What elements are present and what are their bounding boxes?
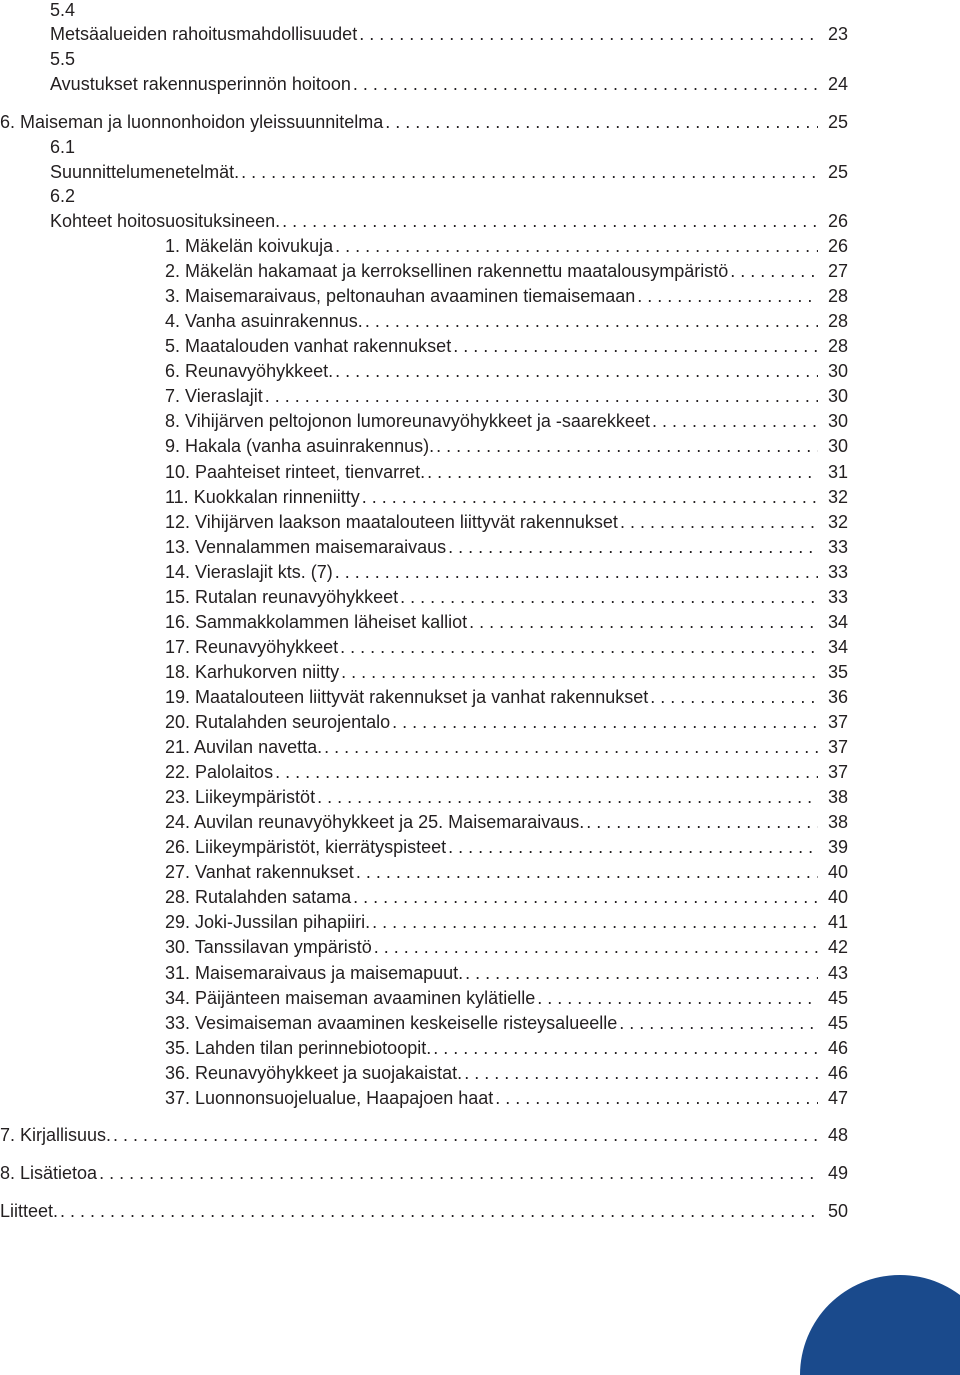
toc-entry-page: 30 <box>827 386 848 407</box>
dot-leader <box>650 685 818 709</box>
toc-item-entry[interactable] <box>165 986 848 1010</box>
toc-item-entry[interactable] <box>165 760 848 784</box>
dot-leader <box>637 284 818 308</box>
toc-entry-label: 16. Sammakkolammen läheiset kalliot <box>165 611 468 632</box>
toc-section-number: 6.1 <box>50 137 76 157</box>
toc-section-number: 5.5 <box>50 49 76 69</box>
toc-entry-page: 30 <box>827 436 848 457</box>
toc-entry-label: 29. Joki-Jussilan pihapiiri. <box>165 912 371 933</box>
toc-entry[interactable] <box>50 22 848 46</box>
toc-entry-page: 35 <box>827 661 848 682</box>
toc-entry-label: 22. Palolaitos <box>165 762 274 783</box>
dot-leader <box>400 585 818 609</box>
toc-entry-label: Suunnittelumenetelmät. <box>50 162 240 182</box>
toc-item-entry[interactable] <box>165 610 848 634</box>
toc-entry-page: 37 <box>827 762 848 783</box>
toc-item-entry[interactable] <box>165 1011 848 1035</box>
dot-leader <box>537 986 818 1010</box>
toc-entry-label: 19. Maatalouteen liittyvät rakennukset ja vanhat rakennukset <box>165 686 649 707</box>
dot-leader <box>372 910 818 934</box>
toc-item-entry[interactable] <box>165 284 848 308</box>
toc-entry-page: 47 <box>827 1087 848 1108</box>
dot-leader <box>241 160 818 184</box>
dot-leader <box>359 22 818 46</box>
dot-leader <box>275 760 818 784</box>
toc-entry-label: 6. Maiseman ja luonnonhoidon yleissuunnitelma <box>0 112 384 132</box>
toc-entry-page: 38 <box>827 812 848 833</box>
toc-entry-page: 45 <box>827 1012 848 1033</box>
toc-item-entry[interactable] <box>165 1086 848 1110</box>
dot-leader <box>448 535 818 559</box>
toc-entry-page: 39 <box>827 837 848 858</box>
toc-entry-label: 36. Reunavyöhykkeet ja suojakaistat. <box>165 1062 463 1083</box>
toc-entry-label: 5. Maatalouden vanhat rakennukset <box>165 336 452 357</box>
toc-entry-page: 30 <box>827 361 848 382</box>
toc-entry-page: 36 <box>827 686 848 707</box>
dot-leader <box>619 1011 818 1035</box>
toc-item-entry[interactable] <box>165 535 848 559</box>
toc-entry-label: 21. Auvilan navetta. <box>165 737 323 757</box>
dot-leader <box>495 1086 818 1110</box>
toc-item-entry[interactable] <box>165 961 848 985</box>
toc-entry-page: 40 <box>827 862 848 883</box>
toc-entry-page: 50 <box>827 1201 848 1221</box>
toc-entry-label: 7. Kirjallisuus. <box>0 1125 112 1145</box>
toc-entry-page: 33 <box>827 536 848 557</box>
toc-entry-page: 26 <box>827 236 848 256</box>
dot-leader <box>362 485 818 509</box>
toc-item-entry[interactable] <box>165 1036 848 1060</box>
toc-item-entry[interactable] <box>165 309 848 333</box>
toc-entry-label: 26. Liikeympäristöt, kierrätyspisteet <box>165 837 447 858</box>
dot-leader <box>427 460 818 484</box>
toc-entry-label: 17. Reunavyöhykkeet <box>165 636 339 657</box>
toc-entry-page: 30 <box>827 411 848 432</box>
dot-leader <box>353 72 818 96</box>
toc-entry-page: 46 <box>827 1062 848 1083</box>
toc-entry-label: 18. Karhukorven niitty <box>165 661 340 682</box>
dot-leader <box>464 1061 818 1085</box>
toc-entry-label: 4. Vanha asuinrakennus. <box>165 311 363 332</box>
toc-entry-label: 35. Lahden tilan perinnebiotoopit. <box>165 1037 432 1058</box>
toc-chapter-entry[interactable] <box>0 1199 848 1223</box>
toc-entry-page: 41 <box>827 912 848 933</box>
toc-entry-label: 10. Paahteiset rinteet, tienvarret. <box>165 461 426 482</box>
toc-item-entry[interactable] <box>165 384 848 408</box>
dot-leader <box>436 434 818 458</box>
dot-leader <box>265 384 818 408</box>
toc-entry-page: 28 <box>827 336 848 357</box>
dot-leader <box>340 635 818 659</box>
toc-entry-page: 48 <box>827 1125 848 1145</box>
toc-entry-label: 33. Vesimaiseman avaaminen keskeiselle risteysalueelle <box>165 1012 618 1033</box>
toc-item-entry[interactable] <box>165 735 848 759</box>
toc-entry-page: 33 <box>827 586 848 607</box>
dot-leader <box>317 785 818 809</box>
toc-entry-page: 33 <box>827 561 848 582</box>
toc-entry-page: 32 <box>827 486 848 507</box>
toc-entry-label: 28. Rutalahden satama <box>165 887 352 908</box>
toc-entry-label: 14. Vieraslajit kts. (7) <box>165 561 333 582</box>
toc-entry-page: 25 <box>827 162 848 182</box>
dot-leader <box>335 560 818 584</box>
toc-item-entry[interactable] <box>165 585 848 609</box>
dot-leader <box>324 735 818 759</box>
toc-chapter-entry[interactable] <box>0 1123 848 1147</box>
toc-entry-page: 28 <box>827 311 848 332</box>
toc-entry-page: 23 <box>827 24 848 44</box>
toc-section-number: 5.4 <box>50 0 76 20</box>
toc-item-entry[interactable] <box>165 785 848 809</box>
toc-entry-label: 11. Kuokkalan rinneniitty <box>165 486 360 507</box>
toc-entry-label: 8. Lisätietoa <box>0 1163 98 1183</box>
toc-entry-page: 24 <box>827 74 848 94</box>
toc-entry-page: 31 <box>827 461 848 482</box>
toc-entry-label: Kohteet hoitosuosituksineen. <box>50 211 281 231</box>
toc-entry-page: 45 <box>827 987 848 1008</box>
toc-entry-label: 2. Mäkelän hakamaat ja kerroksellinen rakennettu maatalousympäristö <box>165 261 729 282</box>
toc-item-entry[interactable] <box>165 710 848 734</box>
toc-entry-label: 23. Liikeympäristöt <box>165 787 316 808</box>
toc-item-entry[interactable] <box>165 860 848 884</box>
toc-entry-label: 12. Vihijärven laakson maatalouteen liittyvät rakennukset <box>165 511 618 532</box>
toc-entry-label: Liitteet. <box>0 1201 59 1221</box>
toc-entry-label: 24. Auvilan reunavyöhykkeet ja 25. Maisemaraivaus. <box>165 812 585 833</box>
toc-entry-page: 34 <box>827 636 848 657</box>
toc-entry-label: 8. Vihijärven peltojonon lumoreunavyöhykkeet ja -saarekkeet <box>165 411 650 432</box>
dot-leader <box>282 209 818 233</box>
toc-entry-label: 30. Tanssilavan ympäristö <box>165 937 372 958</box>
toc-entry-label: Metsäalueiden rahoitusmahdollisuudet <box>50 24 358 44</box>
toc-entry-label: 15. Rutalan reunavyöhykkeet <box>165 586 399 607</box>
toc-entry-page: 32 <box>827 511 848 532</box>
toc-entry[interactable] <box>50 209 848 233</box>
dot-leader <box>620 510 818 534</box>
dot-leader <box>453 334 818 358</box>
toc-entry-page: 42 <box>827 937 848 958</box>
toc-entry-label: 34. Päijänteen maiseman avaaminen kylätielle <box>165 987 536 1008</box>
toc-entry-page: 37 <box>827 737 848 757</box>
dot-leader <box>365 309 818 333</box>
dot-leader <box>385 110 818 134</box>
toc-item-entry[interactable] <box>165 460 848 484</box>
toc-item-entry[interactable] <box>165 910 848 934</box>
toc-entry-page: 37 <box>827 712 848 732</box>
dot-leader <box>433 1036 818 1060</box>
corner-accent-shape <box>800 1275 960 1375</box>
dot-leader <box>465 961 818 985</box>
toc-section-number: 6.2 <box>50 186 76 206</box>
toc-item-entry[interactable] <box>165 560 848 584</box>
toc-entry-label: 31. Maisemaraivaus ja maisemapuut. <box>165 962 464 983</box>
dot-leader <box>353 885 818 909</box>
dot-leader <box>335 359 818 383</box>
toc-entry-label: 27. Vanhat rakennukset <box>165 862 354 883</box>
dot-leader <box>60 1199 818 1223</box>
dot-leader <box>374 935 818 959</box>
toc-item-entry[interactable] <box>165 485 848 509</box>
dot-leader <box>652 409 818 433</box>
toc-item-entry[interactable] <box>165 234 848 258</box>
toc-item-entry[interactable] <box>165 935 848 959</box>
toc-entry-label: 20. Rutalahden seurojentalo <box>165 712 391 732</box>
toc-item-entry[interactable] <box>165 409 848 433</box>
toc-entry-page: 25 <box>827 112 848 132</box>
dot-leader <box>586 810 818 834</box>
toc-chapter-entry[interactable] <box>0 1161 848 1185</box>
toc-item-entry[interactable] <box>165 359 848 383</box>
toc-entry-page: 46 <box>827 1037 848 1058</box>
dot-leader <box>99 1161 818 1185</box>
toc-entry-page: 26 <box>827 211 848 231</box>
toc-item-entry[interactable] <box>165 685 848 709</box>
toc-item-entry[interactable] <box>165 835 848 859</box>
toc-entry-label: 37. Luonnonsuojelualue, Haapajoen haat <box>165 1087 494 1108</box>
toc-entry-page: 34 <box>827 611 848 632</box>
toc-item-entry[interactable] <box>165 635 848 659</box>
toc-entry[interactable] <box>50 72 848 96</box>
toc-item-entry[interactable] <box>165 510 848 534</box>
toc-item-entry[interactable] <box>165 1061 848 1085</box>
toc-entry-page: 28 <box>827 286 848 307</box>
toc-item-entry[interactable] <box>165 259 848 283</box>
dot-leader <box>356 860 818 884</box>
toc-item-entry[interactable] <box>165 660 848 684</box>
toc-entry-label: 3. Maisemaraivaus, peltonauhan avaaminen tiemaisemaan <box>165 286 636 307</box>
toc-item-entry[interactable] <box>165 810 848 834</box>
toc-entry-label: 6. Reunavyöhykkeet. <box>165 361 334 382</box>
toc-entry-page: 43 <box>827 962 848 983</box>
toc-entry-label: 7. Vieraslajit <box>165 386 263 407</box>
toc-item-entry[interactable] <box>165 434 848 458</box>
toc-entry-label: 9. Hakala (vanha asuinrakennus). <box>165 436 435 457</box>
toc-entry-label: 13. Vennalammen maisemaraivaus <box>165 536 447 557</box>
dot-leader <box>730 259 818 283</box>
dot-leader <box>469 610 818 634</box>
toc-entry-page: 27 <box>827 261 848 282</box>
toc-chapter-entry[interactable] <box>0 110 848 134</box>
toc-item-entry[interactable] <box>165 885 848 909</box>
toc-item-entry[interactable] <box>165 334 848 358</box>
dot-leader <box>335 234 818 258</box>
dot-leader <box>392 710 818 734</box>
toc-entry-page: 38 <box>827 787 848 808</box>
toc-entry[interactable] <box>50 160 848 184</box>
toc-entry-label: Avustukset rakennusperinnön hoitoon <box>50 74 351 94</box>
toc-entry-page: 49 <box>827 1163 848 1183</box>
toc-entry-page: 40 <box>827 887 848 908</box>
toc-entry-label: 1. Mäkelän koivukuja <box>165 236 334 256</box>
dot-leader <box>113 1123 818 1147</box>
dot-leader <box>448 835 818 859</box>
dot-leader <box>341 660 818 684</box>
